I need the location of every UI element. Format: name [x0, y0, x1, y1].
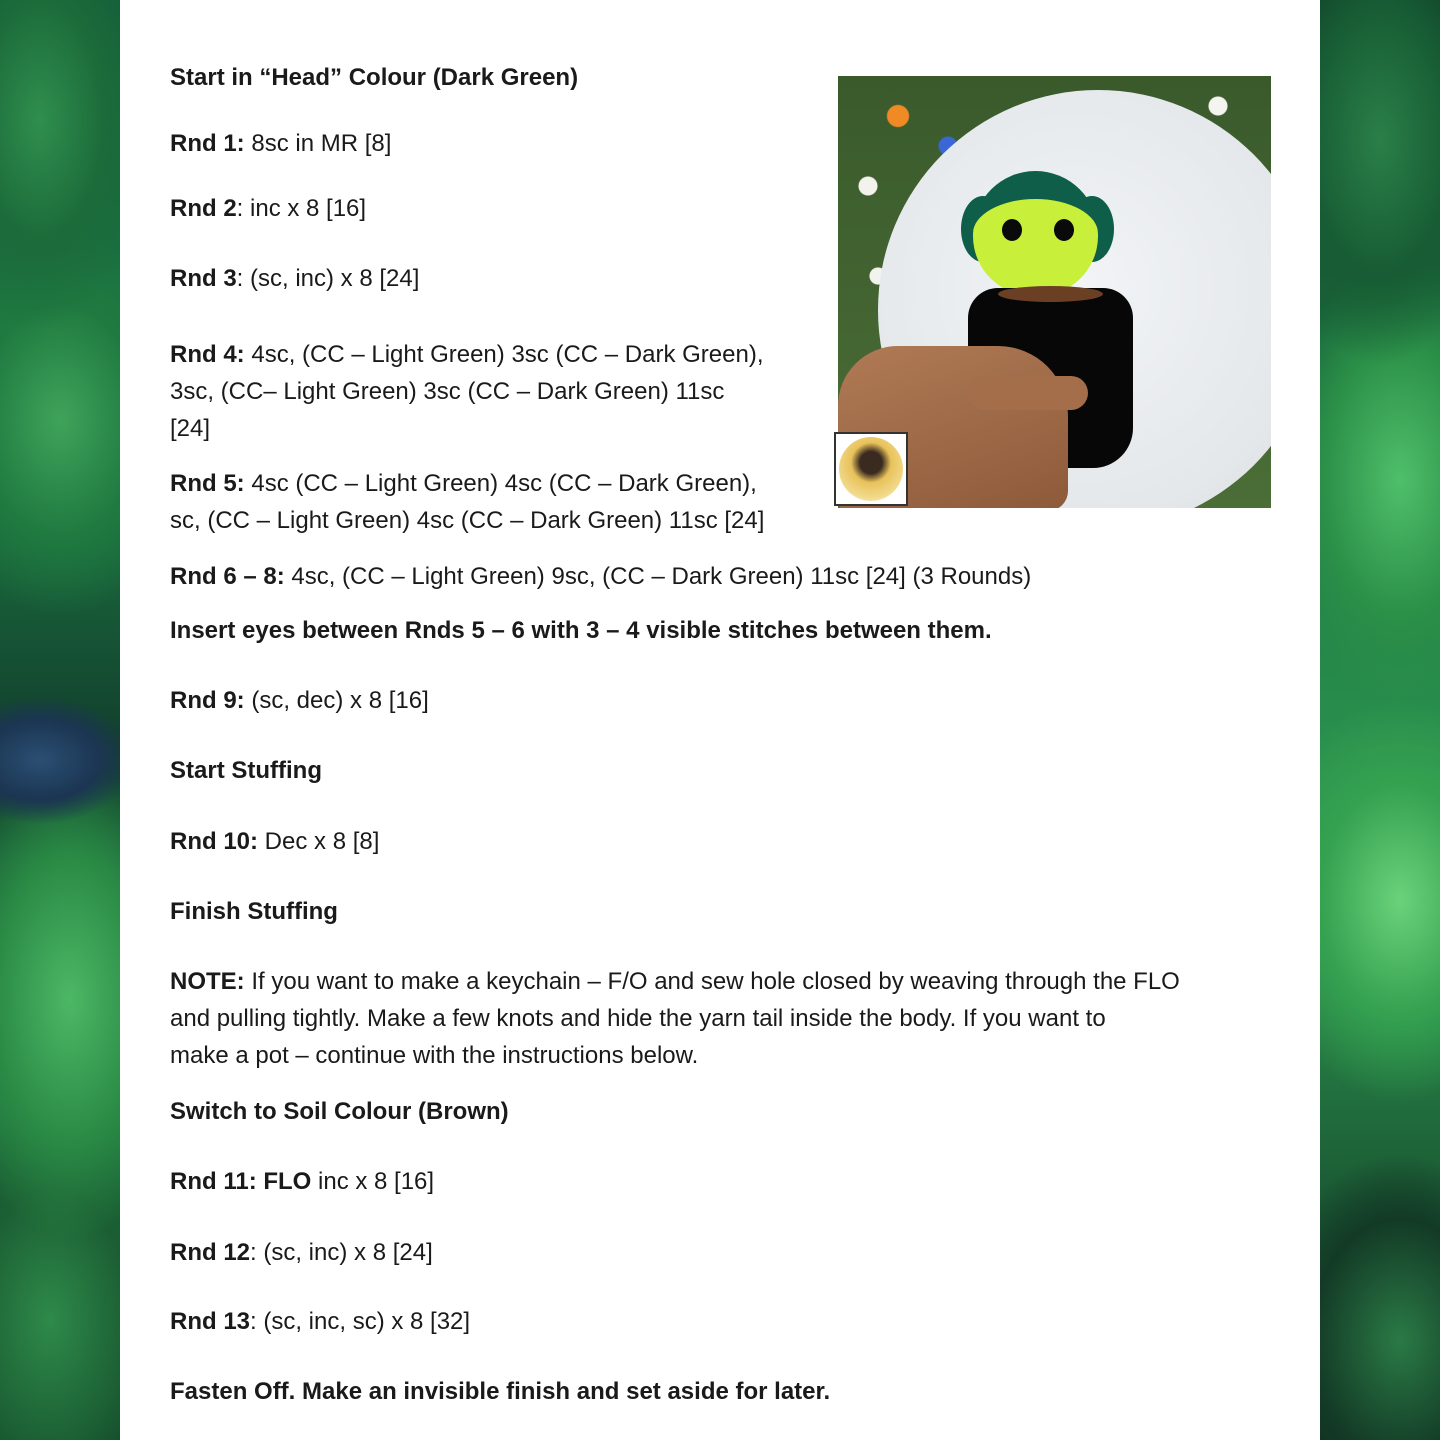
round-1 [170, 125, 391, 162]
note-paragraph [170, 963, 1180, 1074]
round-text: 4sc, (CC – Light Green) 3sc (CC – Dark Green), [244, 341, 764, 368]
round-text: : (sc, inc, sc) x 8 [32] [250, 1308, 471, 1335]
round-10 [170, 823, 379, 860]
round-label: Rnd 10: [170, 828, 259, 855]
round-text: inc x 8 [16] [311, 1168, 435, 1195]
round-label: Rnd 6 – 8: [170, 563, 285, 590]
round-3 [170, 260, 419, 297]
toy-head [973, 171, 1098, 296]
round-text: : (sc, inc) x 8 [24] [250, 1239, 433, 1266]
round-13 [170, 1303, 470, 1340]
leaf-background-right [1320, 0, 1440, 1440]
round-5 [170, 465, 764, 539]
note-text: and pulling tightly. Make a few knots and hide the yarn tail inside the body. If you want to [170, 1005, 1106, 1032]
round-2 [170, 190, 366, 227]
hand-thumb-shape [968, 376, 1088, 410]
round-label: Rnd 11: FLO [170, 1168, 312, 1195]
toy-soil [998, 286, 1103, 302]
creator-logo-icon [834, 432, 908, 506]
round-label: Rnd 4: [170, 341, 245, 368]
round-text: 3sc, (CC– Light Green) 3sc (CC – Dark Green) 11sc [170, 378, 725, 405]
toy-eye-left [1002, 219, 1022, 241]
note-text: If you want to make a keychain – F/O and sew hole closed by weaving through the FLO [244, 968, 1180, 995]
round-text: : inc x 8 [16] [236, 195, 367, 222]
round-label: Rnd 13 [170, 1308, 251, 1335]
round-4 [170, 336, 764, 447]
round-text: [24] [170, 415, 211, 442]
switch-soil-heading: Switch to Soil Colour (Brown) [170, 1098, 509, 1125]
round-9 [170, 682, 429, 719]
note-text: make a pot – continue with the instructions below. [170, 1042, 699, 1069]
round-text: (sc, dec) x 8 [16] [244, 687, 429, 714]
toy-eye-right [1054, 219, 1074, 241]
round-label: Rnd 2 [170, 195, 237, 222]
leaf-background-left [0, 0, 120, 1440]
insert-eyes-instruction: Insert eyes between Rnds 5 – 6 with 3 – 4 visible stitches between them. [170, 617, 992, 644]
round-text: 4sc (CC – Light Green) 4sc (CC – Dark Green), [244, 470, 757, 497]
start-stuffing-heading: Start Stuffing [170, 757, 322, 784]
round-label: Rnd 12 [170, 1239, 251, 1266]
round-text: Dec x 8 [8] [258, 828, 380, 855]
round-text: sc, (CC – Light Green) 4sc (CC – Dark Green) 11sc [24] [170, 507, 765, 534]
round-label: Rnd 5: [170, 470, 245, 497]
round-text: 8sc in MR [8] [244, 130, 392, 157]
fasten-off-instruction: Fasten Off. Make an invisible finish and set aside for later. [170, 1378, 831, 1405]
finish-stuffing-heading: Finish Stuffing [170, 898, 338, 925]
round-11 [170, 1163, 434, 1200]
round-label: Rnd 3 [170, 265, 237, 292]
round-text: 4sc, (CC – Light Green) 9sc, (CC – Dark Green) 11sc [24] (3 Rounds) [284, 563, 1032, 590]
round-12 [170, 1234, 433, 1271]
round-text: : (sc, inc) x 8 [24] [236, 265, 420, 292]
pattern-page [120, 0, 1320, 1440]
round-6-8 [170, 558, 1031, 595]
round-label: Rnd 9: [170, 687, 245, 714]
section-heading-head-colour: Start in “Head” Colour (Dark Green) [170, 64, 579, 91]
round-label: Rnd 1: [170, 130, 245, 157]
note-label: NOTE: [170, 968, 245, 995]
